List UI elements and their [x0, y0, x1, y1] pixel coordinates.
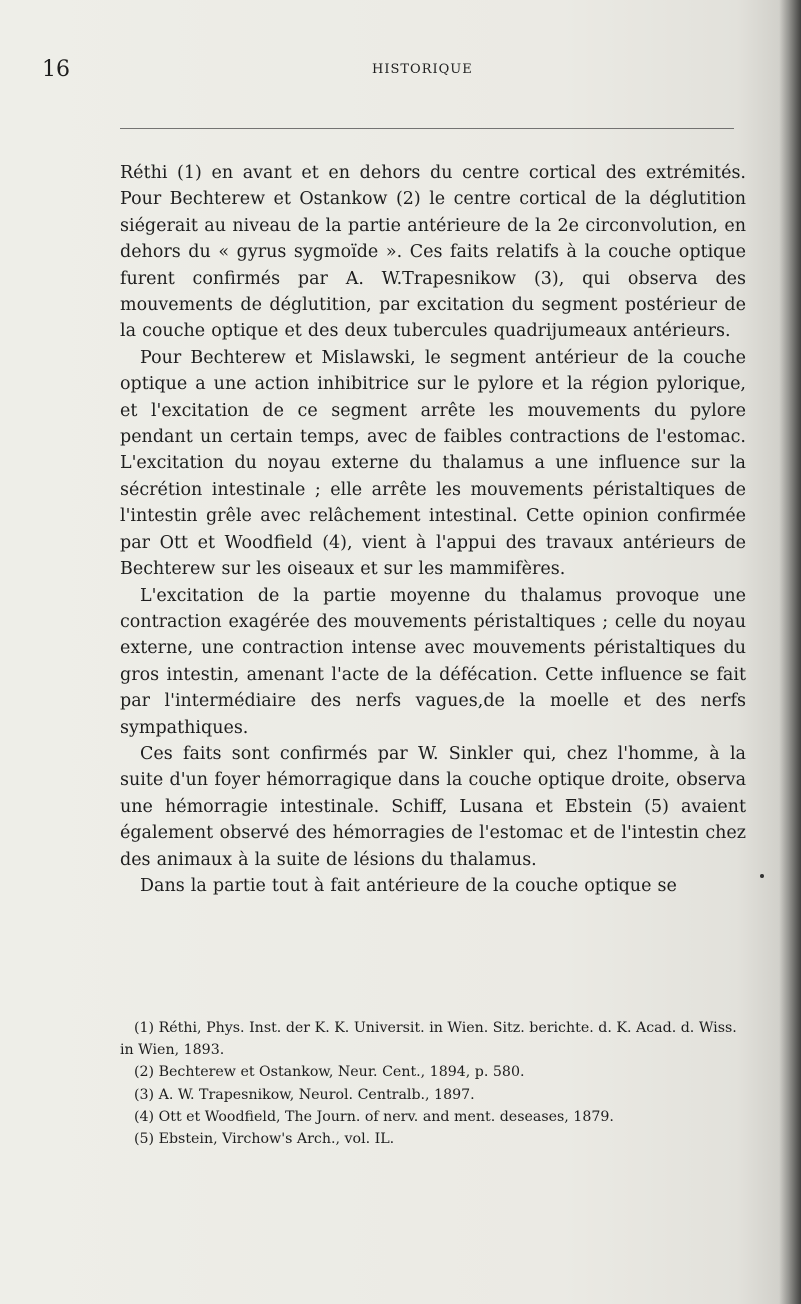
paragraph: Réthi (1) en avant et en dehors du centre cortical des extrémités. Pour Bechterew et Ostankow (2) le centre cortical de la déglutition siégerait au niveau de la partie antérieure de la 2e circonvolution, en dehors du « gyrus sygmoïde ». Ces faits relatifs à la couche optique furent confirmés par A. W.Trapesnikow (3), qui observa des mouvements de déglutition, par excitation du segment postérieur de la couche optique et des deux tubercules quadrijumeaux antérieurs.	[120, 163, 746, 342]
footnote: (5) Ebstein, Virchow's Arch., vol. IL.	[134, 1131, 395, 1148]
paragraph: Dans la partie tout à fait antérieure de la couche optique se	[140, 875, 677, 896]
footnote: (2) Bechterew et Ostankow, Neur. Cent., 1894, p. 580.	[134, 1064, 525, 1081]
margin-mark	[760, 874, 764, 878]
footnote: (1) Réthi, Phys. Inst. der K. K. Universit. in Wien. Sitz. berichte. d. K. Acad. d. Wiss. in Wien, 1893.	[120, 1020, 737, 1059]
running-head: HISTORIQUE	[372, 62, 473, 77]
footnotes	[120, 1017, 746, 1150]
header-rule	[120, 128, 734, 129]
footnote: (3) A. W. Trapesnikow, Neurol. Centralb., 1897.	[134, 1086, 475, 1103]
paragraph: Ces faits sont confirmés par W. Sinkler qui, chez l'homme, à la suite d'un foyer hémorragique dans la couche optique droite, observa une hémorragie intestinale. Schiff, Lusana et Ebstein (5) avaient également observé des hémorragies de l'estomac et de l'intestin chez des animaux à la suite de lésions du thalamus.	[120, 743, 746, 870]
footnote: (4) Ott et Woodfield, The Journ. of nerv. and ment. deseases, 1879.	[134, 1108, 614, 1125]
page-header	[42, 56, 742, 86]
body-text	[120, 160, 746, 899]
paragraph: L'excitation de la partie moyenne du thalamus provoque une contraction exagérée des mouvements péristaltiques ; celle du noyau externe, une contraction intense avec mouvements péristaltiques du gros intestin, amenant l'acte de la défécation. Cette influence se fait par l'intermédiaire des nerfs vagues,de la moelle et des nerfs sympathiques.	[120, 585, 746, 738]
paragraph: Pour Bechterew et Mislawski, le segment antérieur de la couche optique a une action inhibitrice sur le pylore et la région pylorique, et l'excitation de ce segment arrête les mouvements du pylore pendant un certain temps, avec de faibles contractions de l'estomac. L'excitation du noyau externe du thalamus a une influence sur la sécrétion intestinale ; elle arrête les mouvements péristaltiques de l'intestin grêle avec relâchement intestinal. Cette opinion confirmée par Ott et Woodfield (4), vient à l'appui des travaux antérieurs de Bechterew sur les oiseaux et sur les mammifères.	[120, 347, 746, 580]
page-number: 16	[42, 57, 70, 82]
page-spine-shadow	[779, 0, 801, 1304]
